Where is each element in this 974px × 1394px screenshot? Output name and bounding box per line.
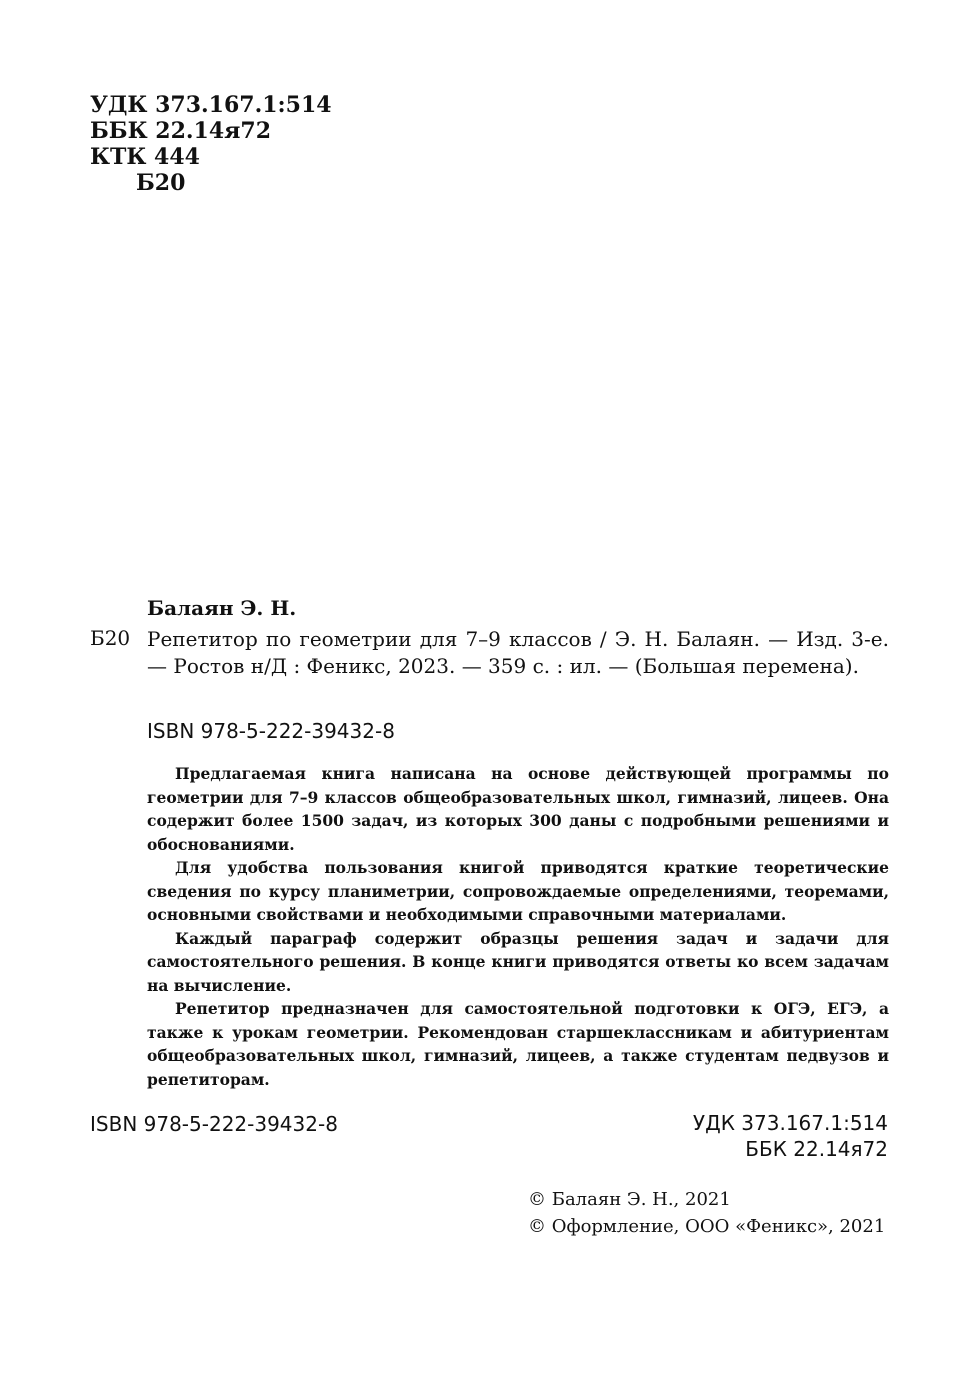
annotation-paragraph: Для удобства пользования книгой приводятся краткие теоретические сведения по курсу планиметрии, сопровождаемые определениями, теоремами, основными свойствами и необходимыми справочными материалами. [147,858,889,924]
annotation-paragraph: Предлагаемая книга написана на основе действующей программы по геометрии для 7–9 классов общеобразовательных школ, гимназий, лицеев. Она содержит более 1500 задач, из которых 300 даны с подробными решениями и обоснованиями. [147,764,889,854]
bottom-udk: УДК 373.167.1:514 [692,1111,888,1135]
bbk-code: ББК 22.14я72 [90,118,272,144]
catalog-author-mark: Б20 [90,626,131,650]
annotation [147,762,889,1091]
author-mark: Б20 [136,170,186,196]
bottom-bbk: ББК 22.14я72 [745,1137,888,1161]
copyright-block [528,1186,885,1240]
catalog-isbn: ISBN 978-5-222-39432-8 [147,719,395,743]
classification-block [90,92,332,196]
copyright-author: © Балаян Э. Н., 2021 [528,1189,731,1210]
bottom-codes [693,1110,888,1162]
catalog-author: Балаян Э. Н. [147,596,297,620]
annotation-paragraph: Репетитор предназначен для самостоятельной подготовки к ОГЭ, ЕГЭ, а также к урокам геометрии. Рекомендован старшеклассникам и абитуриентам общеобразовательных школ, гимназий, лицеев, а также студентам педвузов и репетиторам. [147,999,889,1089]
ktk-code: КТК 444 [90,144,200,170]
bottom-isbn: ISBN 978-5-222-39432-8 [90,1112,338,1136]
udk-code: УДК 373.167.1:514 [90,92,332,118]
catalog-entry: Репетитор по геометрии для 7–9 классов / Э. Н. Балаян. — Изд. 3-е. — Ростов н/Д : Феникс, 2023. — 359 с. : ил. — (Большая перемена). [147,627,889,678]
annotation-paragraph: Каждый параграф содержит образцы решения задач и задачи для самостоятельного решения. В конце книги приводятся ответы ко всем задачам на вычисление. [147,928,889,995]
copyright-design: © Оформление, ООО «Феникс», 2021 [528,1216,886,1237]
